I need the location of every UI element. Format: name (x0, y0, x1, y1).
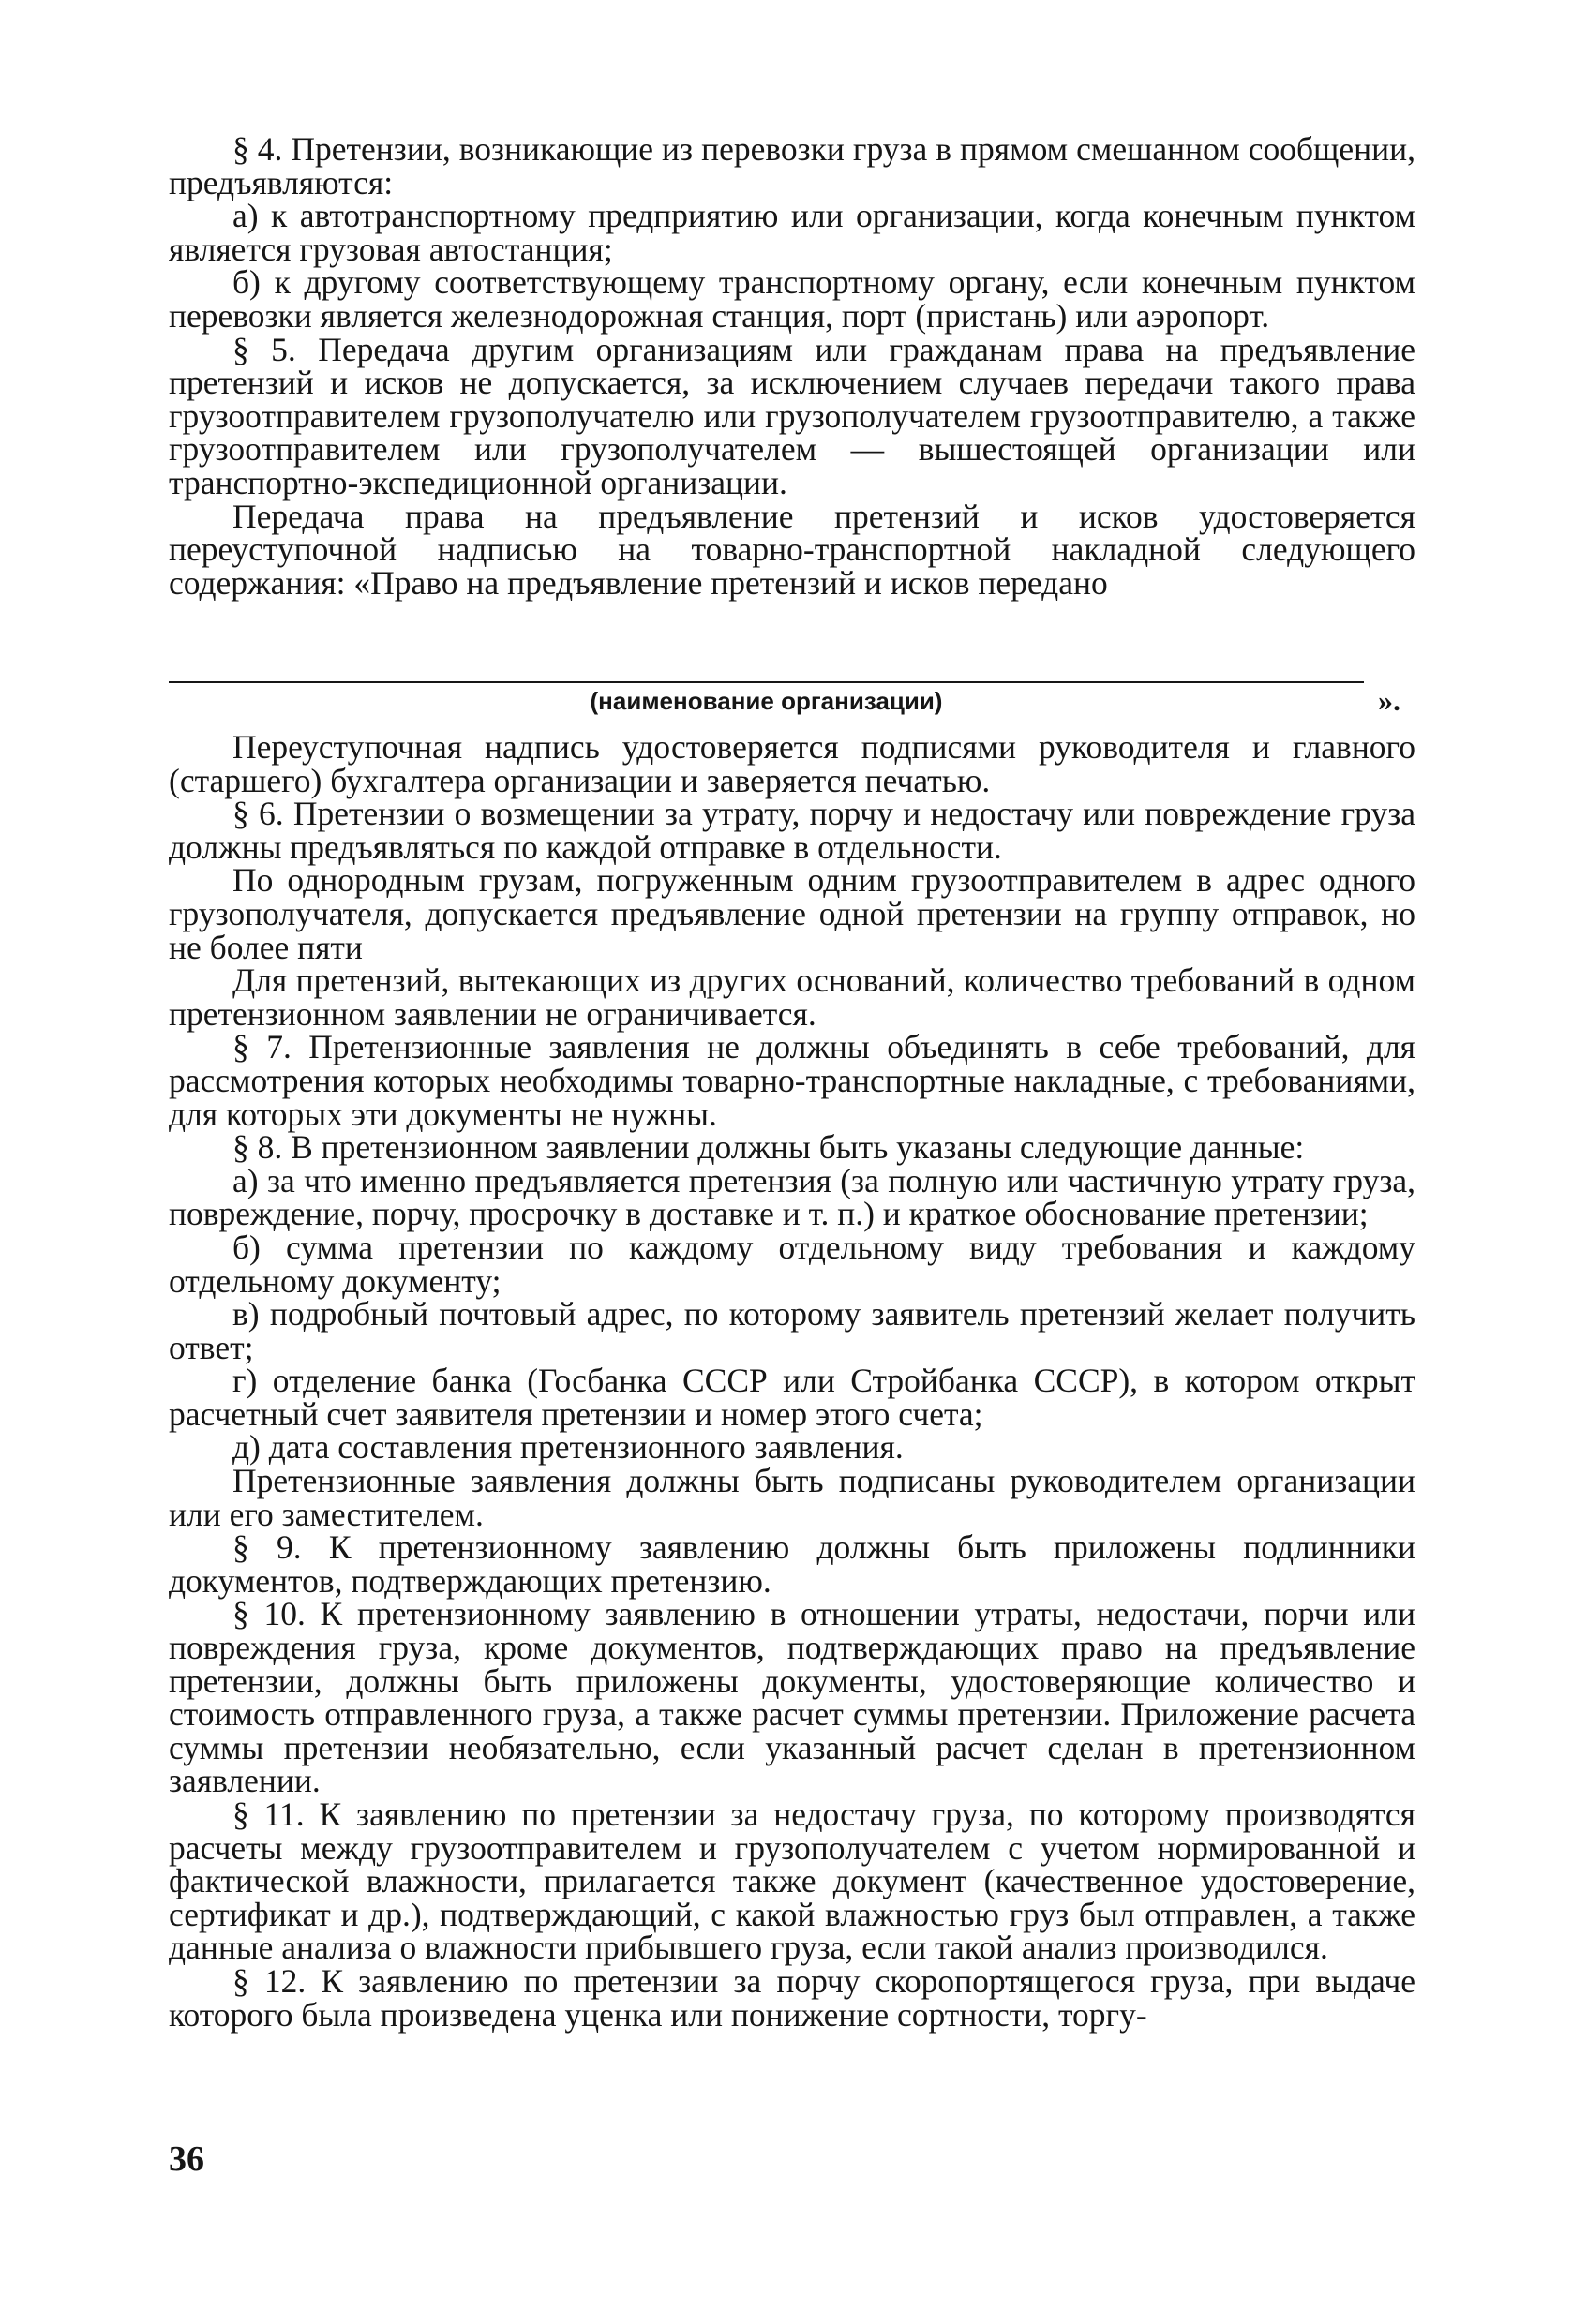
paragraph-section-12: § 12. К заявлению по претензии за порчу скоропортящегося груза, при выдаче которого была произведена уценка или понижение сортности, торгу- (169, 1961, 1415, 2034)
blank-rule-line (169, 681, 1364, 683)
paragraph-transfer-rights: Передача права на предъявление претензий и исков удостоверяется переуступочной надписью на товарно-транспортной накладной следующего содержания: «Право на предъявление претензий и исков передано (169, 497, 1415, 602)
text-block-top (169, 130, 1415, 602)
paragraph-other-claims: Для претензий, вытекающих из других оснований, количество требований в одном претензионном заявлении не ограничивается. (169, 961, 1415, 1033)
paragraph-section-8: § 8. В претензионном заявлении должны быть указаны следующие данные: (232, 1128, 1305, 1167)
paragraph-item-b: б) к другому соответствующему транспортному органу, если конечным пунктом перевозки является железнодорожная станция, порт (пристань) или аэропорт. (169, 263, 1415, 335)
paragraph-item-8b: б) сумма претензии по каждому отдельному виду требования и каждому отдельному документу; (169, 1228, 1415, 1300)
paragraph-signature: Переуступочная надпись удостоверяется подписями руководителя и главного (старшего) бухгалтера организации и заверяется печатью. (169, 728, 1415, 799)
paragraph-item-8v: в) подробный почтовый адрес, по которому заявитель претензий желает получить ответ; (169, 1295, 1415, 1366)
paragraph-section-6: § 6. Претензии о возмещении за утрату, порчу и недостачу или повреждение груза должны предъявляться по каждой отправке в отдельности. (169, 795, 1415, 866)
paragraph-section-11: § 11. К заявлению по претензии за недостачу груза, по которому производятся расчеты между грузоотправителем и грузополучателем с учетом нормированной и фактической влажности, прилагается также документ (качественное удостоверение, сертификат и др.), подтверждающий, с какой влажностью груз был отправлен, а также данные анализа о влажности прибывшего груза, если такой анализ производился. (169, 1795, 1415, 1967)
organization-name-blank (169, 681, 1415, 721)
paragraph-homogeneous-cargo: По однородным грузам, погруженным одним грузоотправителем в адрес одного грузополучателя, допускается предъявление одной претензии на группу отправок, но не более пяти (169, 861, 1415, 966)
closing-quote: ». (1378, 683, 1400, 717)
blank-caption: (наименование организации) (590, 687, 943, 715)
paragraph-section-10: § 10. К претензионному заявлению в отношении утраты, недостачи, порчи или повреждения груза, кроме документов, подтверждающих право на предъявление претензии, должны быть приложены документы, удостоверяющие количество и стоимость отправленного груза, а также расчет суммы претензии. Приложение расчета суммы претензии необязательно, если указанный расчет сделан в претензионном заявлении. (169, 1595, 1415, 1800)
paragraph-item-8a: а) за что именно предъявляется претензия (за полную или частичную утрату груза, повреждение, порчу, просрочку в доставке и т. п.) и краткое обоснование претензии; (169, 1161, 1415, 1233)
paragraph-section-4: § 4. Претензии, возникающие из перевозки груза в прямом смешанном сообщении, предъявляются: (169, 130, 1415, 201)
paragraph-section-7: § 7. Претензионные заявления не должны объединять в себе требований, для рассмотрения которых необходимы товарно-транспортные накладные, с требованиями, для которых эти документы не нужны. (169, 1028, 1415, 1133)
paragraph-item-8d: д) дата составления претензионного заявления. (232, 1428, 904, 1467)
page-number: 36 (169, 2139, 204, 2179)
paragraph-signed-by: Претензионные заявления должны быть подписаны руководителем организации или его заместителем. (169, 1462, 1415, 1533)
paragraph-section-9: § 9. К претензионному заявлению должны быть приложены подлинники документов, подтверждающих претензию. (169, 1528, 1415, 1600)
paragraph-item-a: а) к автотранспортному предприятию или организации, когда конечным пунктом является грузовая автостанция; (169, 197, 1415, 268)
text-block-bottom (169, 728, 1415, 2034)
paragraph-section-5: § 5. Передача другим организациям или гражданам права на предъявление претензий и исков не допускается, за исключением случаев передачи такого права грузоотправителем грузополучателю или грузополучателем грузоотправителю, а также грузоотправителем или грузополучателем — вышестоящей организации или транспортно-экспедиционной организации. (169, 330, 1415, 501)
paragraph-item-8g: г) отделение банка (Госбанка СССР или Стройбанка СССР), в котором открыт расчетный счет заявителя претензии и номер этого счета; (169, 1362, 1415, 1433)
